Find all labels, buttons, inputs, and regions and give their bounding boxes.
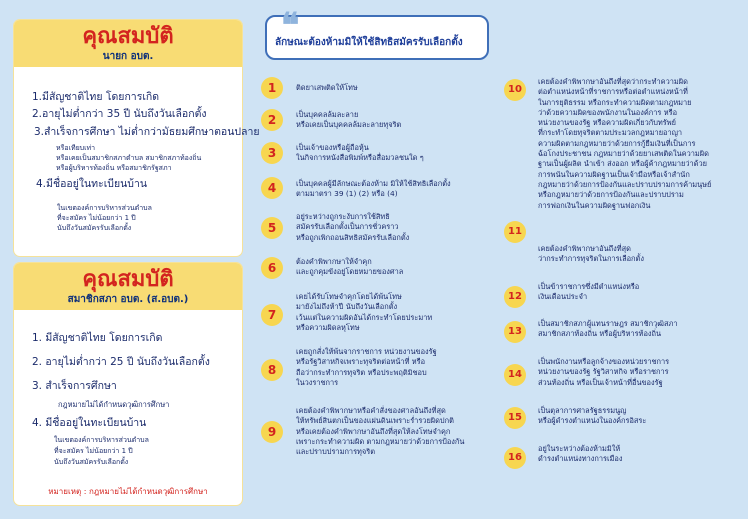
card-header (14, 263, 242, 310)
prohibition-text: อยู่ระหว่างถูกระงับการใช้สิทธิ สมัครรับเลือกตั้งเป็นการชั่วคราว หรือถูกเพิกถอนสิทธิสมัครรับเลือกตั้ง (296, 212, 410, 242)
prohibition-text: เป็นบุคคลล้มละลาย หรือเคยเป็นบุคคลล้มละลายทุจริต (296, 110, 402, 130)
number-badge: 12 (504, 286, 526, 308)
qualification-detail: ที่จะสมัคร ไม่น้อยกว่า 1 ปี (54, 447, 133, 455)
number-badge: 5 (261, 217, 283, 239)
number-badge: 9 (261, 421, 283, 443)
prohibition-text: เคยถูกสั่งให้พ้นจากราชการ หน่วยงานของรัฐ หรือรัฐวิสาหกิจเพราะทุจริตต่อหน้าที่ หรือ ถือว่ากระทำการทุจริต หรือประพฤติมิชอบ ในวงราชการ (296, 347, 437, 387)
prohibition-text: เคยต้องคำพิพากษาอันถึงที่สุดว่ากระทำความผิด ต่อตำแหน่งหน้าที่ราชการหรือต่อตำแหน่งหน้าที่ ในการยุติธรรม หรือกระทำความผิดตามกฎหมาย ว่าด้วยความผิดของพนักงานในองค์การ หรือ หน่วยงานของรัฐ หรือความผิดเกี่ยวกับทรัพย์ ที่กระทำโดยทุจริตตามประมวลกฎหมายอาญา ความผิดตามกฎหมายว่าด้วยการกู้ยืมเงินที่เป็นการ ฉ้อโกงประชาชน กฎหมายว่าด้วยยาเสพติดในความผิด ฐานเป็นผู้ผลิต นำเข้า ส่งออก หรือผู้ค้ากฎหมายว่าด้วย การพนันในความผิดฐานเป็นเจ้ามือหรือเจ้าสำนัก กฎหมายว่าด้วยการป้องกันและปราบปรามการค้ามนุษย์ หรือกฎหมายว่าด้วยการป้องกันและปราบปราม การฟอกเงินในความผิดฐานฟอกเงิน (538, 77, 712, 210)
qualification-detail: นับถึงวันสมัครรับเลือกตั้ง (57, 224, 132, 232)
qualification-item: 2.อายุไม่ต่ำกว่า 35 ปี นับถึงวันเลือกตั้ง (32, 108, 207, 120)
qualification-detail: ในเขตองค์การบริหารส่วนตำบล (54, 436, 149, 444)
prohibition-text: เคยได้รับโทษจำคุกโดยได้พ้นโทษ มายังไม่ถึงห้าปี นับถึงวันเลือกตั้ง เว้นแต่ในความผิดอันได้กระทำโดยประมาท หรือความผิดลหุโทษ (296, 292, 433, 332)
number-badge: 3 (261, 142, 283, 164)
prohibition-text: เป็นเจ้าของหรือผู้ถือหุ้น ในกิจการหนังสือพิมพ์หรือสื่อมวลชนใด ๆ (296, 143, 424, 163)
prohibition-title: ลักษณะต้องห้ามมิให้ใช้สิทธิสมัครรับเลือกตั้ง (275, 37, 463, 48)
quote-icon: ❝ (281, 6, 300, 46)
number-badge: 8 (261, 359, 283, 381)
card-title: คุณสมบัติ (82, 267, 174, 292)
prohibition-header (265, 6, 489, 60)
qualification-item: 1.มีสัญชาติไทย โดยการเกิด (32, 91, 160, 103)
qualification-item: 4.มีชื่ออยู่ในทะเบียนบ้าน (36, 178, 148, 190)
number-badge: 15 (504, 407, 526, 429)
prohibition-text: เป็นสมาชิกสภาผู้แทนราษฎร สมาชิกวุฒิสภา สมาชิกสภาท้องถิ่น หรือผู้บริหารท้องถิ่น (538, 319, 678, 339)
qualification-detail: กฎหมายไม่ได้กำหนดวุฒิการศึกษา (58, 400, 170, 409)
qualification-detail: ในเขตองค์การบริหารส่วนตำบล (57, 204, 152, 212)
note: หมายเหตุ : กฎหมายไม่ได้กำหนดวุฒิการศึกษา (48, 487, 208, 496)
number-badge: 6 (261, 257, 283, 279)
card-subtitle: สมาชิกสภา อบต. (ส.อบต.) (67, 294, 189, 305)
prohibition-text: อยู่ในระหว่างต้องห้ามมิให้ ดำรงตำแหน่งทางการเมือง (538, 444, 623, 464)
number-badge: 10 (504, 79, 526, 101)
card-subtitle: นายก อบต. (102, 51, 154, 62)
prohibition-text: เคยต้องคำพิพากษาหรือคำสั่งของศาลอันถึงที่สุด ให้ทรัพย์สินตกเป็นของแผ่นดินเพราะร่ำรวยผิดปกติ หรือเคยต้องคำพิพากษาอันถึงที่สุดให้ลงโทษจำคุก เพราะกระทำความผิด ตามกฎหมายว่าด้วยการป้องกัน และปราบปรามการทุจริต (296, 406, 465, 457)
number-badge: 16 (504, 447, 526, 469)
qualification-detail: หรือเทียบเท่า (56, 144, 96, 152)
prohibition-text: เป็นตุลาการศาลรัฐธรรมนูญ หรือผู้ดำรงตำแหน่งในองค์กรอิสระ (538, 406, 647, 426)
qualification-card-mayor (14, 20, 260, 256)
prohibition-text: เคยต้องคำพิพากษาอันถึงที่สุด ว่ากระทำการทุจริตในการเลือกตั้ง (538, 244, 644, 264)
prohibition-text: เป็นข้าราชการซึ่งมีตำแหน่งหรือ เงินเดือนประจำ (538, 282, 640, 302)
qualification-detail: นับถึงวันสมัครรับเลือกตั้ง (54, 458, 129, 466)
card-header (14, 20, 242, 67)
qualification-detail: ที่จะสมัคร ไม่น้อยกว่า 1 ปี (57, 214, 136, 222)
number-badge: 14 (504, 364, 526, 386)
qualification-detail: หรือผู้บริหารท้องถิ่น หรือสมาชิกรัฐสภา (56, 164, 172, 172)
number-badge: 1 (261, 77, 283, 99)
number-badge: 13 (504, 321, 526, 343)
prohibition-text: ติดยาเสพติดให้โทษ (296, 83, 358, 92)
qualification-item: 4. มีชื่ออยู่ในทะเบียนบ้าน (32, 417, 147, 429)
number-badge: 2 (261, 109, 283, 131)
number-badge: 11 (504, 221, 526, 243)
qualification-card-council (14, 263, 242, 505)
qualification-detail: หรือเคยเป็นสมาชิกสภาตำบล สมาชิกสภาท้องถิ่น (56, 154, 202, 162)
qualification-item: 3. สำเร็จการศึกษา (32, 380, 117, 392)
number-badge: 4 (261, 177, 283, 199)
prohibition-text: เป็นพนักงานหรือลูกจ้างของหน่วยราชการ หน่วยงานของรัฐ รัฐวิสาหกิจ หรือราชการ ส่วนท้องถิ่น หรือเป็นเจ้าหน้าที่อื่นของรัฐ (538, 357, 670, 387)
qualification-item: 2. อายุไม่ต่ำกว่า 25 ปี นับถึงวันเลือกตั้ง (32, 356, 210, 368)
number-badge: 7 (261, 304, 283, 326)
prohibition-text: ต้องคำพิพากษาให้จำคุก และถูกคุมขังอยู่โดยหมายของศาล (296, 257, 404, 277)
qualification-item: 1. มีสัญชาติไทย โดยการเกิด (32, 332, 163, 344)
prohibition-text: เป็นบุคคลผู้มีลักษณะต้องห้าม มิให้ใช้สิทธิเลือกตั้ง ตามมาตรา 39 (1) (2) หรือ (4) (296, 179, 451, 199)
qualification-item: 3.สำเร็จการศึกษา ไม่ต่ำกว่ามัธยมศึกษาตอนปลาย (34, 126, 260, 138)
card-title: คุณสมบัติ (82, 24, 174, 49)
